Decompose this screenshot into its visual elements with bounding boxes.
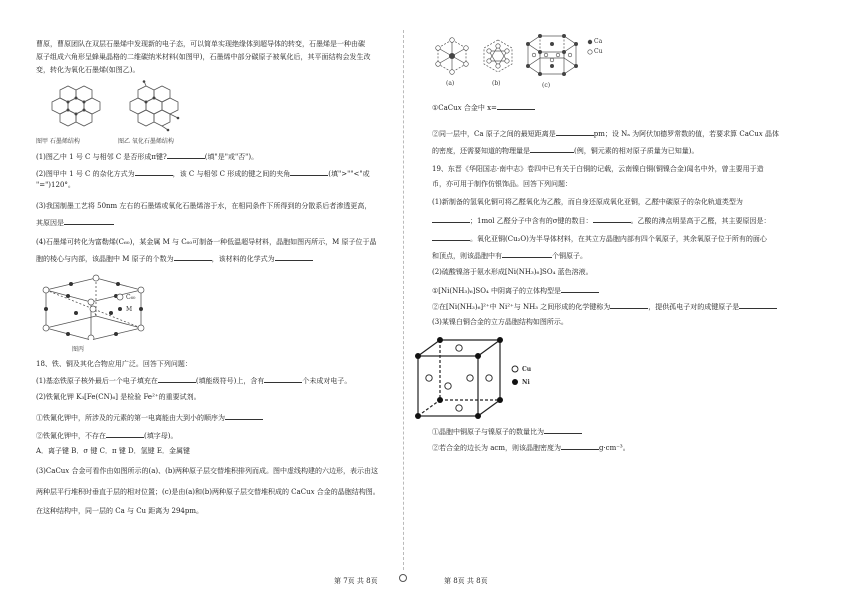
question-19-1-line3: 。氧化亚铜(Cu₂O)为半导体材料，在其立方晶胞内部有四个氧原子，其余氧原子位于所有的面心 [432,233,767,244]
intro-line-2: 原子组成六角形呈蜂巢晶格的二维碳纳米材料(如图甲)，石墨烯中部分碳原子被氧化后，其平面结构会发生改 [36,53,371,61]
figure-yi-caption: 图乙 氧化石墨烯结构 [118,138,174,145]
crystal-cell-figure-bing [36,268,156,340]
question-17-4-line2: 胞的棱心与内部，该晶胞中 M 原子的个数为 ，该材料的化学式为 [36,253,313,264]
figure-a-caption: (a) [446,80,455,87]
question-18-2-1: ①铁氰化钾中，所涉及的元素的第一电离能由大到小的顺序为 [36,412,263,423]
question-18-1: (1)基态铁原子核外最后一个电子填充在 (填能级符号)上，含有 个未成对电子。 [36,377,352,385]
legend-ni-label: Ni [522,379,530,386]
question-18-3-line3: 在这种结构中，同一层的 Ca 与 Cu 距离为 294pm。 [36,507,203,515]
page-divider [403,30,404,570]
question-18-2: (2)铁氰化钾 K₃[Fe(CN)₆] 是检验 Fe²⁺的重要试剂。 [36,393,201,401]
question-19-line2: 币，亦可用于制作仿银饰品。回答下列问题： [432,180,572,188]
graphene-structure-figure [40,80,110,132]
caCux-unit-cell-figure [526,30,582,80]
question-19-2-2: ②在[Ni(NH₃)₆]²⁺中 Ni²⁺与 NH₃ 之间形成的化学键称为 ，提供孤电子对的成键原子是 [432,301,777,312]
question-19-1-line1: (1)新制备的氢氧化铜可将乙醛氧化为乙酸，而自身还原成氧化亚铜，乙醛中碳原子的杂化轨道类型为 [432,198,743,206]
graphene-oxide-figure [118,80,188,132]
question-17-3-line2: 其原因是 [36,217,114,228]
question-18-3-line2: 两种层平行堆积时垂直于层的相对位置；(c)是由(a)和(b)两种原子层交替堆积成的 CaCu𝑥 合金的晶胞结构图。 [36,488,380,496]
question-19-3-1: ①晶胞中铜原子与镍原子的数量比为 [432,426,582,437]
question-17-3-line1: (3)我国制墨工艺将 50nm 左右的石墨烯或氧化石墨烯溶于水，在相同条件下所得到的分散系后者渗透更高， [36,202,372,210]
legend-c60-label: C₆₀ [126,294,136,301]
question-18-options: A．离子键 B．σ 键 C．π 键 D．氢键 E．金属键 [36,447,191,455]
question-18-3-2-line1: ②同一层中，Ca 原子之间的最短距离是 pm；设 Nₐ 为阿伏加德罗常数的值，若要求算 CaCu𝑥 晶体 [432,130,779,138]
question-18-title: 18、铁、铜及其化合物应用广泛。回答下列问题： [36,360,192,368]
question-19-2-1: ①[Ni(NH₃)₆]SO₄ 中阴离子的立体构型是 [432,285,599,296]
question-19-1-line4: 和顶点，则该晶胞中有 个铜原子。 [432,252,587,260]
question-18-2-2: ②铁氰化钾中，不存在 (填字母)。 [36,432,178,440]
figure-bing-caption: 图丙 [72,346,85,353]
figure-c-caption: (c) [542,82,551,89]
question-18-3-line1: (3)CaCu𝑥 合金可看作由如图所示的(a)、(b)两种原子层交替堆积排列而成。图中虚线构建的六边形，表示由这 [36,467,379,475]
question-17-1: (1)图乙中 1 号 C 与相邻 C 是否形成π键? (填"是"或"否")。 [36,153,259,161]
center-binding-mark [399,574,407,582]
intro-line-1: 曹原，曹原团队在双层石墨烯中发现新的电子态，可以简单实现绝缘体到超导体的转变，石墨烯是一种由碳 [36,40,365,48]
legend-cu-label: Cu [594,48,603,55]
legend-cu2-label: Cu [522,366,532,373]
cube-legend-icons [510,364,520,388]
question-19-3: (3)某镍白铜合金的立方晶胞结构如图所示。 [432,318,568,326]
question-17-2-line2: "=")120°。 [36,181,75,189]
layer-b-figure [478,36,518,76]
question-19-1-line2: ；1mol 乙醛分子中含有的σ键的数目： 。乙酸的沸点明显高于乙醛，其主要原因是： [432,215,771,226]
figure-b-caption: (b) [492,80,501,87]
question-18-3-2-line2: 的密度，还需要知道的物理量是 (例，铜元素的相对原子质量为已知量)。 [432,147,699,155]
caCux-legend-icons [586,38,594,58]
legend-ca-label: Ca [594,38,603,45]
question-17-4-line1: (4)石墨烯可转化为富勒烯(C₆₀)，某金属 M 与 C₆₀可制备一种低温超导材料，晶胞如图丙所示，M 原子位于晶 [36,238,377,246]
intro-line-3: 变，转化为氧化石墨烯(如图乙)。 [36,66,140,74]
layer-a-figure [432,36,472,76]
question-19-3-2: ②若合金的边长为 acm，则该晶胞密度为 g·cm⁻³。 [432,444,630,452]
question-18-3-1: ①CaCu𝑥 合金中 x= [432,102,535,113]
question-19-2: (2)硫酸镍溶于氨水形成[Ni(NH₃)₆]SO₄ 蓝色溶液。 [432,268,593,276]
legend-m-label: M [126,306,133,313]
figure-jia-caption: 图甲 石墨烯结构 [36,138,80,145]
page-right [430,0,860,608]
question-17-2: (2)图甲中 1 号 C 的杂化方式为 ，该 C 与相邻 C 形成的键之间的夹角 (填">""<"或 [36,170,370,178]
page-footer-left: 第 7页 共 8页 [334,577,378,585]
nickel-copper-cube-figure [410,334,510,424]
crystal-legend-icons [116,292,126,316]
page-footer-right: 第 8页 共 8页 [444,577,488,585]
question-19-line1: 19、东晋《华阳国志·南中志》卷四中已有关于白铜的记载，云南镍白铜(铜镍合金)闻名中外，曾主要用于造 [432,165,764,173]
